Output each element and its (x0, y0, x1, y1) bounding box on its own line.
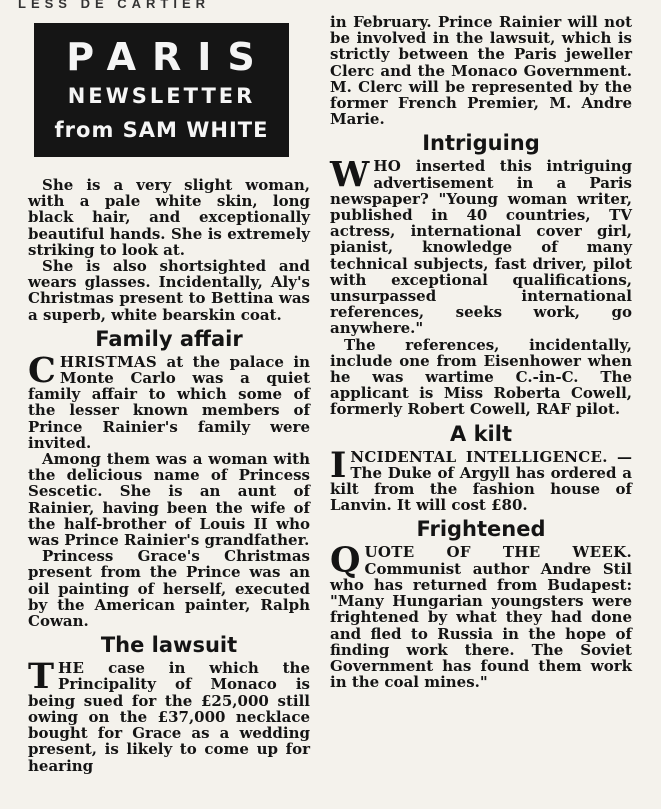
lead-word: HE (58, 659, 85, 678)
lead-word: UOTE OF THE WEEK. (364, 543, 632, 562)
paragraph-text: at the palace in Monte Carlo was a quiet family affair to which some of the lesser known members of Prince Rainier's family were invited. (28, 352, 310, 452)
paragraph-family-1 (28, 349, 310, 452)
heading-family-affair: Family affair (95, 326, 243, 351)
paragraph-text: case in which the Principality of Monaco is being sued for the £25,000 still owing on the £37,000 necklace bought for Grace as a wedding present, is likely to come up for hearing (28, 659, 310, 775)
paragraph-intriguing-1 (330, 154, 632, 338)
logo-line-newsletter: NEWSLETTER (67, 84, 256, 108)
paragraph-family-2: Among them was a woman with the delicious name of Princess Sescetic. She is an aunt of Rainier, having been the wife of the half-brother of Louis II who was Prince Rainier's grandfather. (28, 450, 310, 550)
heading-a-kilt: A kilt (450, 421, 512, 446)
newsletter-logo (34, 23, 289, 157)
right-column (330, 14, 632, 690)
paragraph-frightened (330, 540, 632, 692)
paragraph-family-3: Princess Grace's Christmas present from the Prince was an oil painting of herself, executed by the American painter, Ralph Cowan. (28, 547, 310, 631)
drop-cap: T (28, 656, 55, 698)
paragraph-lawsuit-continued: in February. Prince Rainier will not be involved in the lawsuit, which is strictly between the Paris jeweller Clerc and the Monaco Government. M. Clerc will be represented by the former French Premier, M. Andre Marie. (330, 13, 632, 129)
paragraph-text: Communist author Andre Stil who has returned from Budapest: "Many Hungarian youngsters were frightened by what they had done and fled to Russia in the hope of finding work there. The Soviet Government has found them work in the coal mines." (330, 559, 632, 692)
drop-cap: C (28, 349, 56, 391)
paragraph-text: —The Duke of Argyll has ordered a kilt from the fashion house of Lanvin. It will cost £80. (330, 447, 632, 515)
logo-line-paris: PARIS (66, 35, 271, 79)
left-column (28, 0, 310, 774)
paragraph-bettina-1: She is a very slight woman, with a pale white skin, long black hair, and exceptionally beautiful hands. She is extremely striking to look at. (28, 176, 310, 259)
heading-the-lawsuit: The lawsuit (100, 633, 238, 658)
masthead-fragment: LESS DE CARTIER (18, 0, 211, 11)
lead-word: NCIDENTAL INTELLIGENCE. (350, 447, 608, 466)
paragraph-kilt (330, 444, 632, 515)
paragraph-lawsuit-1 (28, 656, 310, 775)
paragraph-text: inserted this intriguing advertisement in a Paris newspaper? "Young woman writer, published in 40 countries, TV actress, international cover girl, pianist, knowledge of many technical subjects, fast driver, pilot with exceptional qualifications, unsurpassed international references, seeks work, go anywhere." (330, 157, 632, 338)
drop-cap: W (330, 154, 370, 196)
logo-line-byline: from SAM WHITE (54, 118, 269, 142)
paragraph-bettina-2: She is also shortsighted and wears glasses. Incidentally, Aly's Christmas present to Bettina was a superb, white bearskin coat. (28, 257, 310, 324)
lead-word: HO (373, 157, 402, 176)
lead-word: HRISTMAS (59, 352, 157, 371)
drop-cap: I (330, 444, 347, 486)
paragraph-intriguing-2: The references, incidentally, include one from Eisenhower when he was wartime C.-in-C. The applicant is Miss Roberta Cowell, formerly Robert Cowell, RAF pilot. (330, 335, 632, 419)
heading-intriguing: Intriguing (422, 131, 540, 156)
drop-cap: Q (330, 540, 361, 582)
heading-frightened: Frightened (416, 517, 546, 542)
